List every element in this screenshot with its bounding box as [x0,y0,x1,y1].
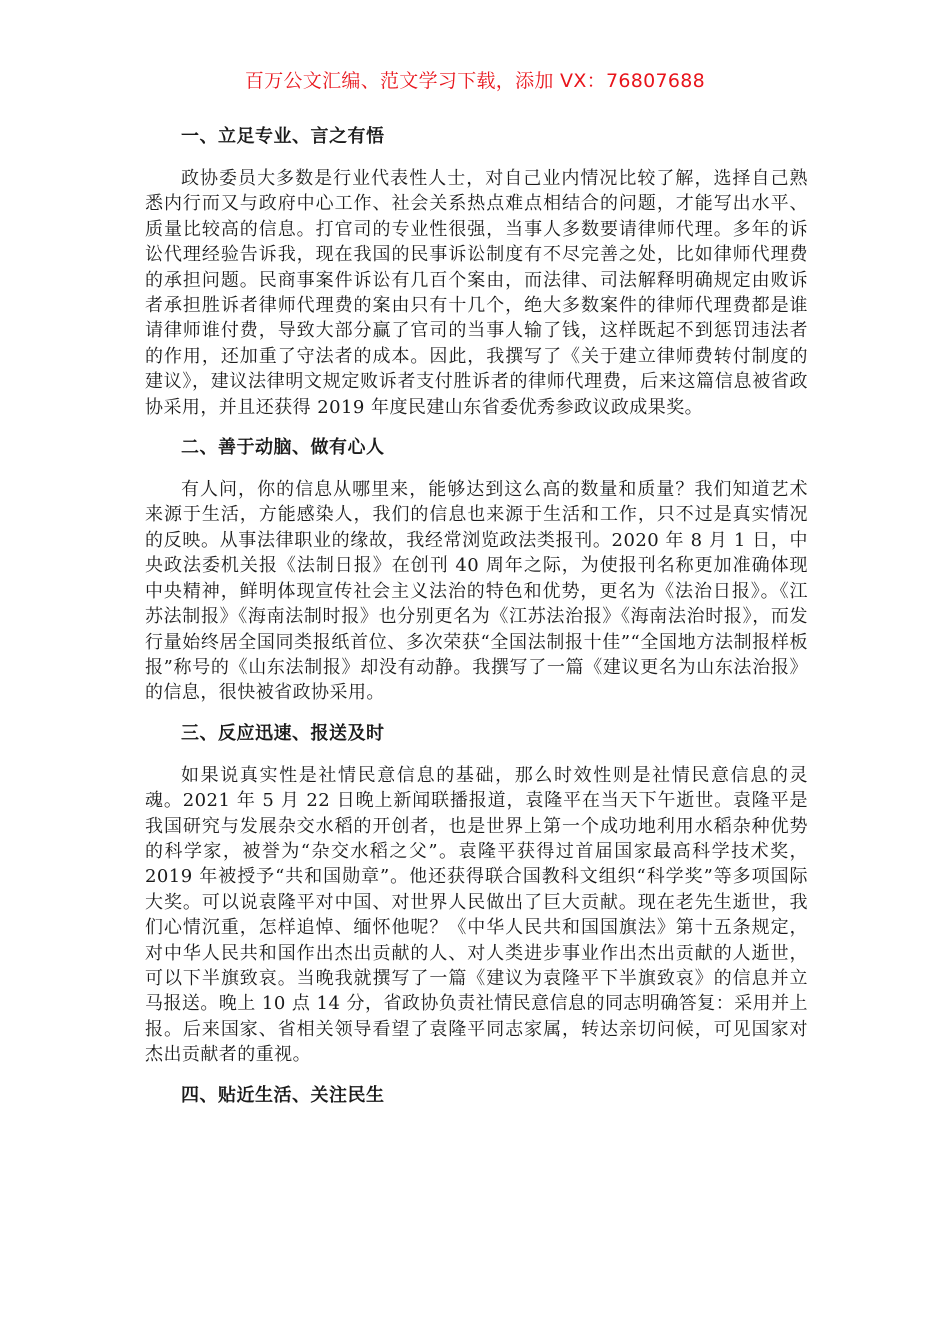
section-heading: 一、立足专业、言之有悟 [181,126,385,147]
section-paragraph: 有人问，你的信息从哪里来，能够达到这么高的数量和质量？我们知道艺术来源于生活，方能感染人，我们的信息也来源于生活和工作，只不过是真实情况的反映。从事法律职业的缘故，我经常浏览政法类报刊。2020 年 8 月 1 日，中央政法委机关报《法制日报》在创刊 40 周年之际，为使报刊名称更加准确体现中央精神，鲜明体现宣传社会主义法治的特色和优势，更名为《法治日报》。《江苏法制报》《海南法制时报》也分别更名为《江苏法治报》《海南法治时报》，而发行量始终居全国同类报纸首位、多次荣获“全国法制报十佳”“全国地方法制报样板报”称号的《山东法制报》却没有动静。我撰写了一篇《建议更名为山东法治报》的信息，很快被省政协采用。 [145,479,808,704]
section-paragraph: 政协委员大多数是行业代表性人士，对自己业内情况比较了解，选择自己熟悉内行而又与政府中心工作、社会关系热点难点相结合的问题，才能写出水平、质量比较高的信息。打官司的专业性很强，当事人多数要请律师代理。多年的诉讼代理经验告诉我，现在我国的民事诉讼制度有不尽完善之处，比如律师代理费的承担问题。民商事案件诉讼有几百个案由，而法律、司法解释明确规定由败诉者承担胜诉者律师代理费的案由只有十几个，绝大多数案件的律师代理费都是谁请律师谁付费，导致大部分赢了官司的当事人输了钱，这样既起不到惩罚违法者的作用，还加重了守法者的成本。因此，我撰写了《关于建立律师费转付制度的建议》，建议法律明文规定败诉者支付胜诉者的律师代理费，后来这篇信息被省政协采用，并且还获得 2019 年度民建山东省委优秀参政议政成果奖。 [145,168,808,418]
section-heading: 三、反应迅速、报送及时 [181,722,385,744]
section-2 [145,435,808,706]
section-3 [145,721,808,1068]
section-heading: 四、贴近生活、关注民生 [181,1084,385,1106]
section-heading: 二、善于动脑、做有心人 [181,437,385,459]
section-4 [145,1083,808,1109]
section-paragraph: 如果说真实性是社情民意信息的基础，那么时效性则是社情民意信息的灵魂。2021 年 5 月 22 日晚上新闻联播报道，袁隆平在当天下午逝世。袁隆平是我国研究与发展杂交水稻的开创者，也是世界上第一个成功地利用水稻杂种优势的科学家，被誉为“杂交水稻之父”。袁隆平获得过首届国家最高科学技术奖，2019 年被授予“共和国勋章”。他还获得联合国教科文组织“科学奖”等多项国际大奖。可以说袁隆平对中国、对世界人民做出了巨大贡献。现在老先生逝世，我们心情沉重，怎样追悼、缅怀他呢？《中华人民共和国国旗法》第十五条规定，对中华人民共和国作出杰出贡献的人、对人类进步事业作出杰出贡献的人逝世，可以下半旗致哀。当晚我就撰写了一篇《建议为袁隆平下半旗致哀》的信息并立马报送。晚上 10 点 14 分，省政协负责社情民意信息的同志明确答复：采用并上报。后来国家、省相关领导看望了袁隆平同志家属，转达亲切问候，可见国家对杰出贡献者的重视。 [145,764,808,1066]
section-1 [145,124,808,420]
document-body [145,124,808,1109]
header-banner: 百万公文汇编、范文学习下载，添加 VX：76807688 [244,70,706,92]
